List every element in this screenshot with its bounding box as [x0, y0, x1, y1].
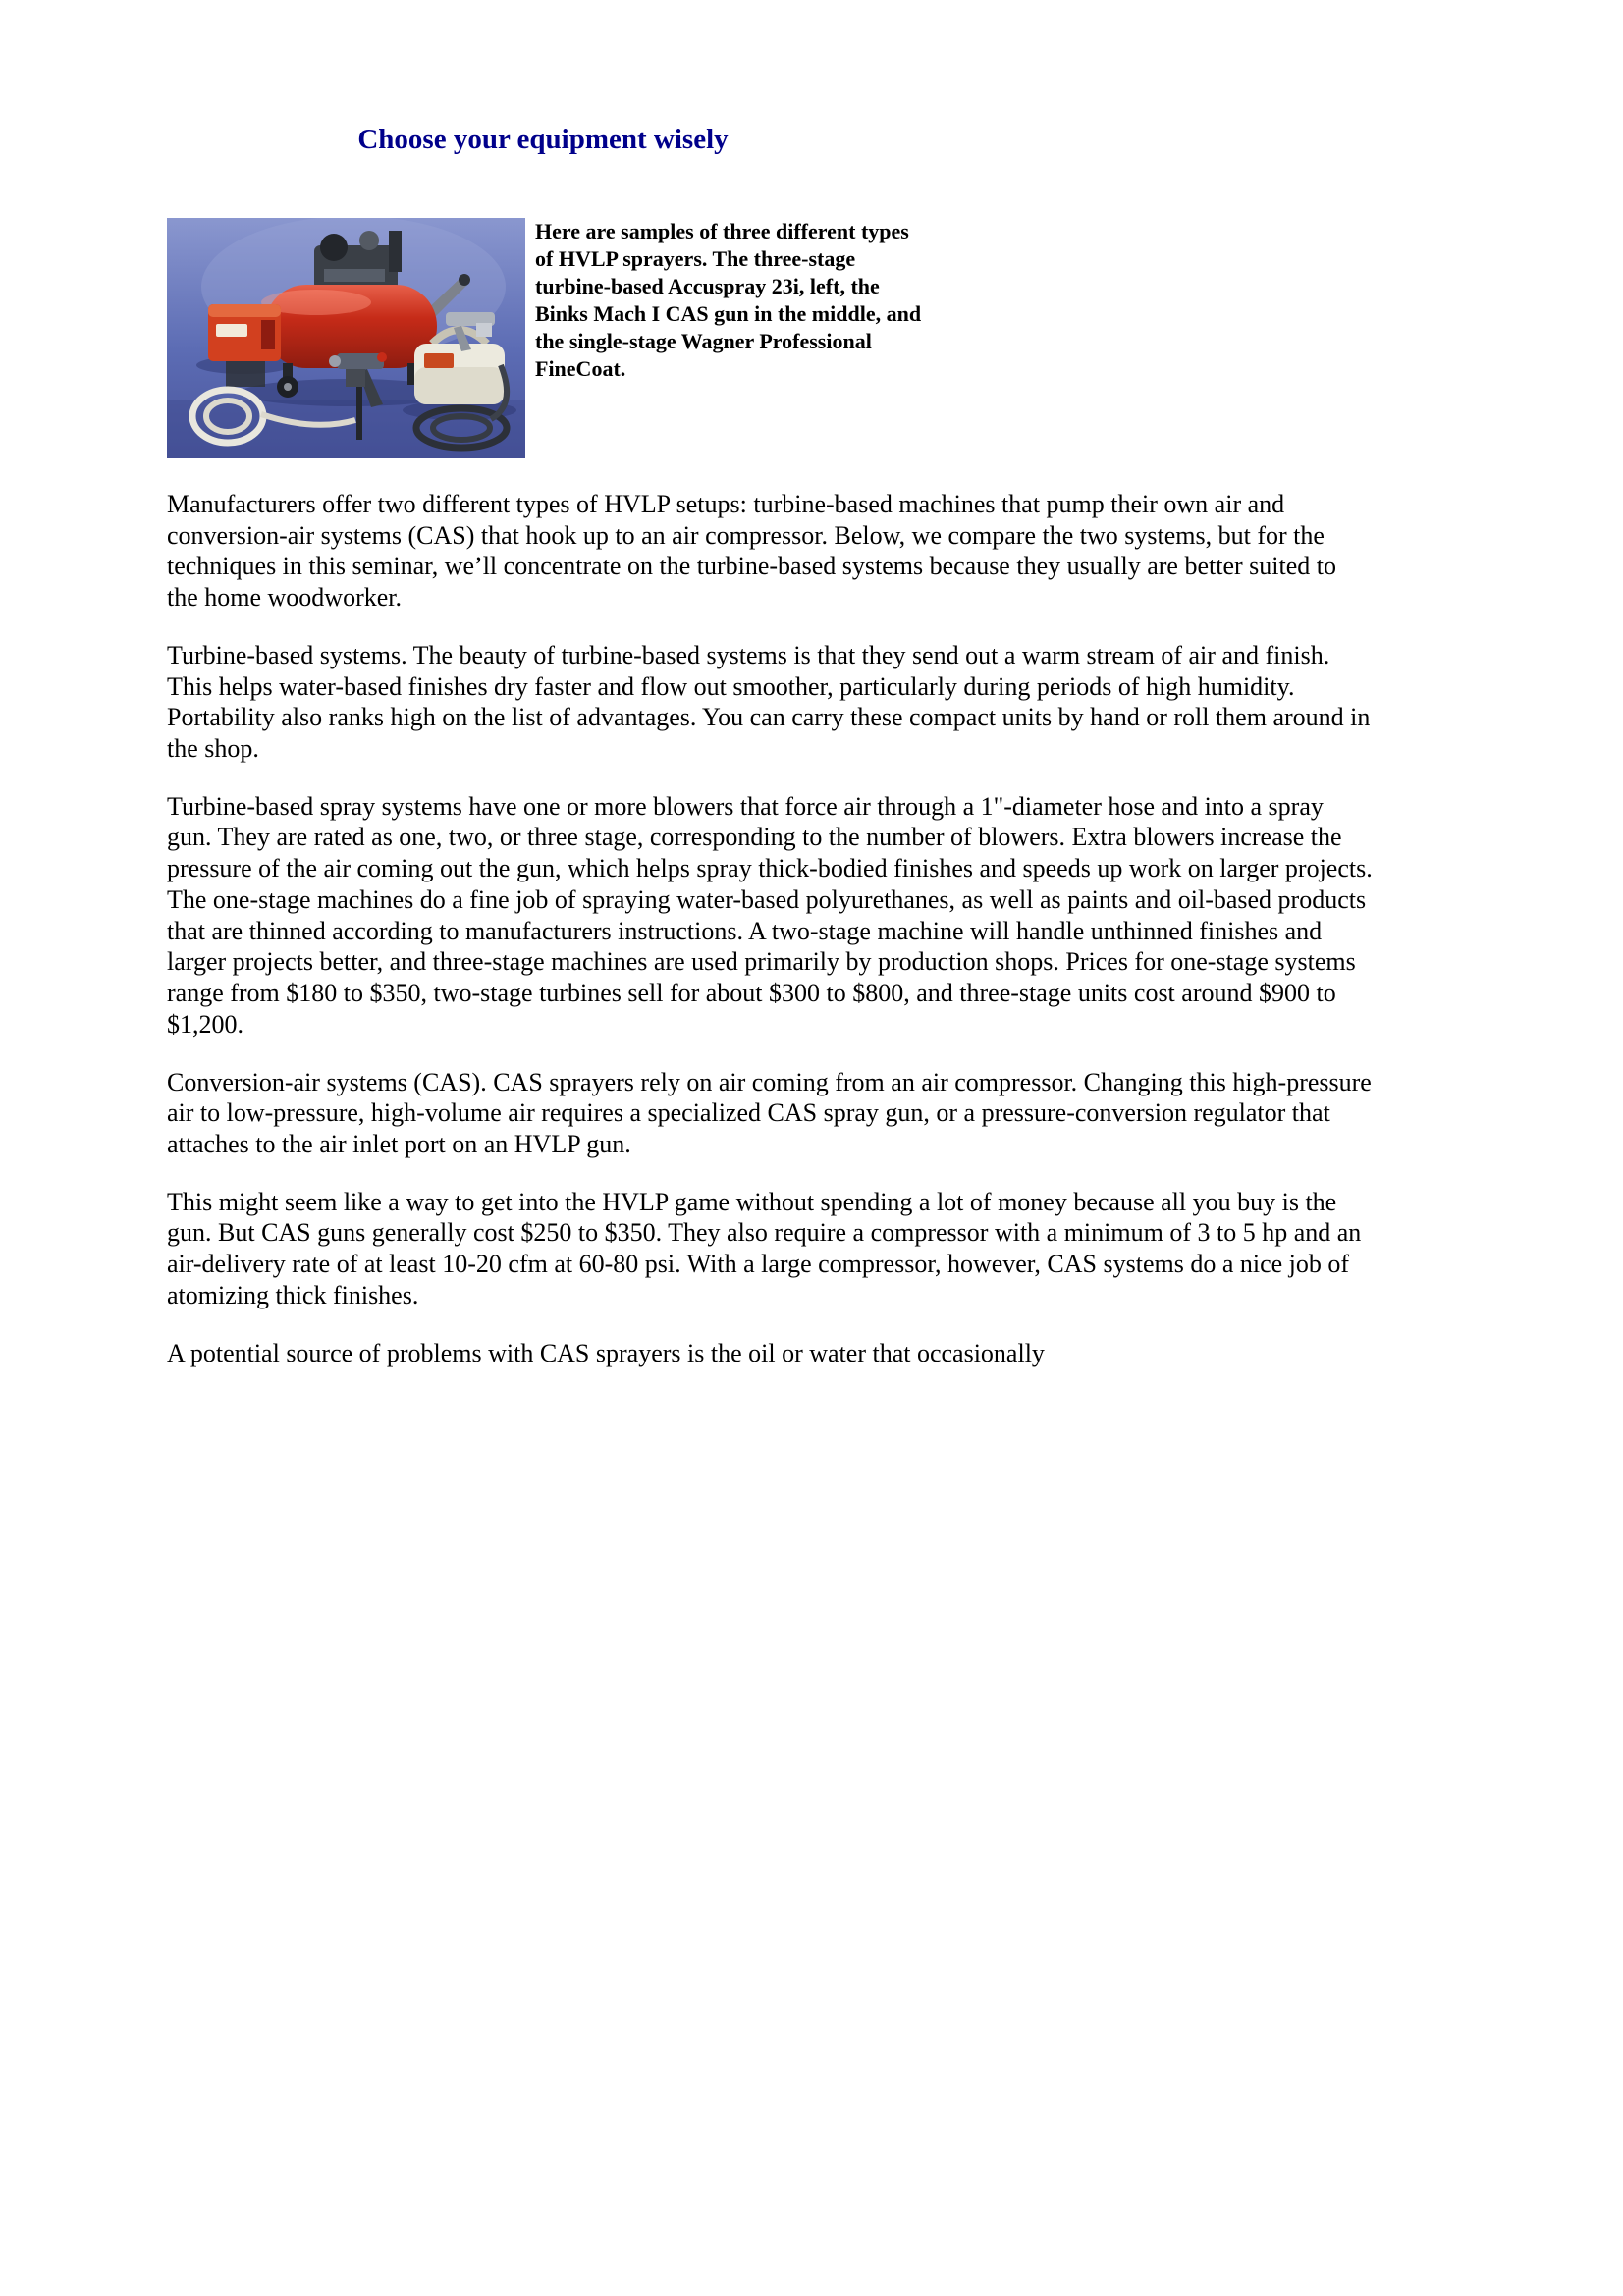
hvlp-equipment-illustration	[167, 218, 525, 458]
article-paragraph-5: This might seem like a way to get into the HVLP game without spending a lot of money because all you buy is the gun. But CAS guns generally cost $250 to $350. They also require a compressor with a minimum of 3 to 5 hp and an air-delivery rate of at least 10-20 cfm at 60-80 psi. With a large compressor, however, CAS systems do a nice job of atomizing thick finishes.	[167, 1187, 1362, 1309]
article-body	[167, 489, 1373, 1395]
article-paragraph-4: Conversion-air systems (CAS). CAS sprayers rely on air coming from an air compressor. Changing this high-pressure air to low-pressure, high-volume air requires a specialized CAS spray gun, or a pressure-conversion regulator that attaches to the air inlet port on an HVLP gun.	[167, 1067, 1372, 1158]
page-title: Choose your equipment wisely	[357, 124, 729, 155]
article-paragraph-1: Manufacturers offer two different types of HVLP setups: turbine-based machines that pump their own air and conversion-air systems (CAS) that hook up to an air compressor. Below, we compare the two systems, but for the techniques in this seminar, we’ll concentrate on the turbine-based systems because they usually are better suited to the home woodworker.	[167, 490, 1336, 613]
article-paragraph-6: A potential source of problems with CAS sprayers is the oil or water that occasionally	[167, 1338, 1045, 1367]
hvlp-equipment-photo	[167, 218, 525, 458]
figure	[167, 218, 1370, 458]
article-paragraph-2: Turbine-based systems. The beauty of turbine-based systems is that they send out a warm stream of air and finish. This helps water-based finishes dry faster and flow out smoother, particularly during periods of high humidity. Portability also ranks high on the list of advantages. You can carry these compact units by hand or roll them around in the shop.	[167, 640, 1371, 764]
article-paragraph-3: Turbine-based spray systems have one or more blowers that force air through a 1"-diameter hose and into a spray gun. They are rated as one, two, or three stage, corresponding to the number of blowers. Extra blowers increase the pressure of the air coming out the gun, which helps spray thick-bodied finishes and speeds up work on larger projects. The one-stage machines do a fine job of spraying water-based polyurethanes, as well as paints and oil-based products that are thinned according to manufacturers instructions. A two-stage machine will handle unthinned finishes and larger projects better, and three-stage machines are used primarily by production shops. Prices for one-stage systems range from $180 to $350, two-stage turbines sell for about $300 to $800, and three-stage units cost around $900 to $1,200.	[167, 791, 1373, 1039]
figure-caption: Here are samples of three different types of HVLP sprayers. The three-stage turbine-based Accuspray 23i, left, the Binks Mach I CAS gun in the middle, and the single-stage Wagner Professional FineCoat.	[535, 219, 922, 381]
